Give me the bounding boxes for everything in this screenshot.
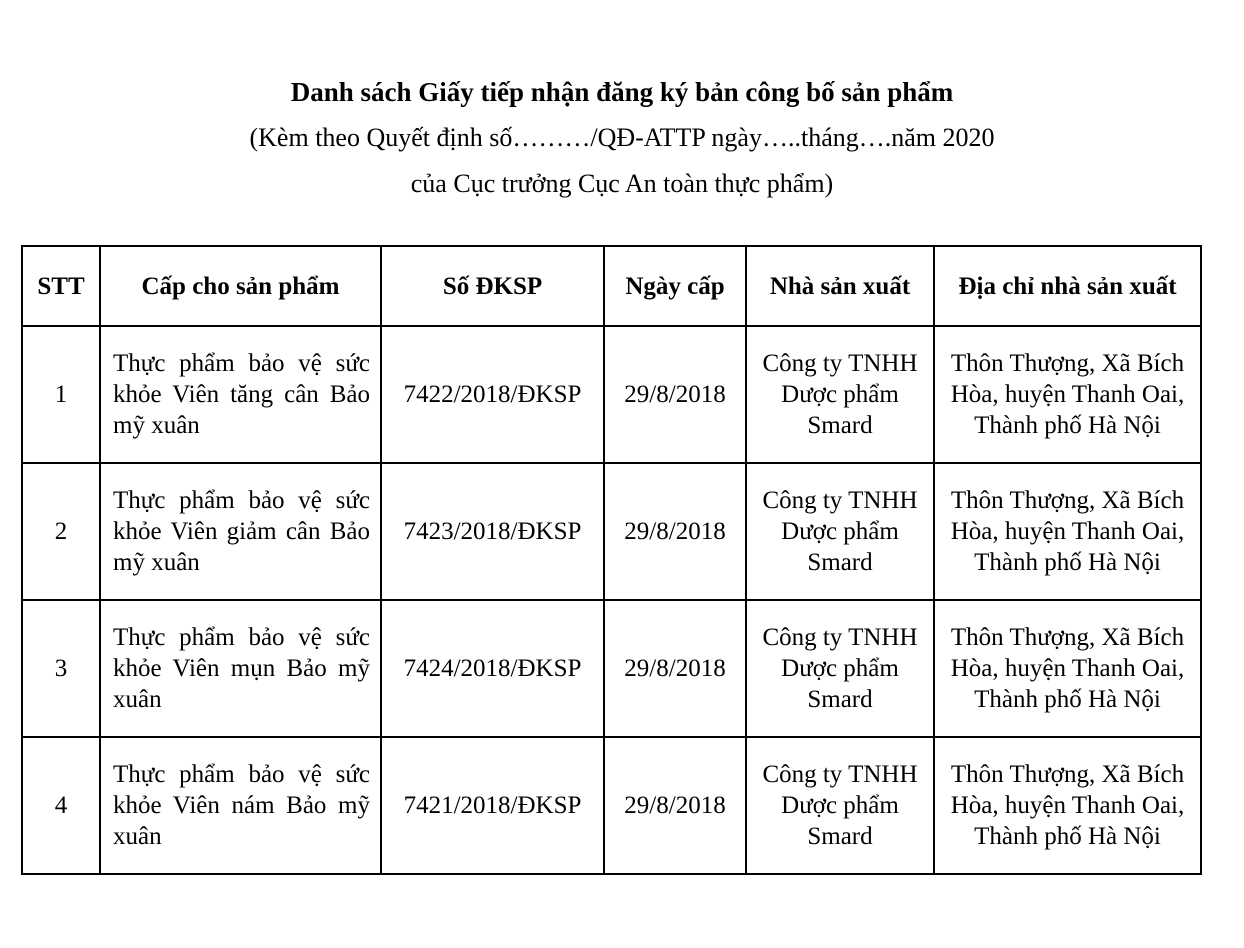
header-stt: STT xyxy=(22,246,100,326)
cell-date: 29/8/2018 xyxy=(604,737,746,874)
cell-address: Thôn Thượng, Xã Bích Hòa, huyện Thanh Oai, Thành phố Hà Nội xyxy=(934,737,1201,874)
cell-product: Thực phẩm bảo vệ sức khỏe Viên tăng cân Bảo mỹ xuân xyxy=(100,326,381,463)
cell-maker: Công ty TNHH Dược phẩm Smard xyxy=(746,737,934,874)
cell-maker: Công ty TNHH Dược phẩm Smard xyxy=(746,326,934,463)
cell-product: Thực phẩm bảo vệ sức khỏe Viên mụn Bảo mỹ xuân xyxy=(100,600,381,737)
document-subtitle-line2: của Cục trưởng Cục An toàn thực phẩm) xyxy=(410,169,834,198)
header-date: Ngày cấp xyxy=(604,246,746,326)
header-maker: Nhà sản xuất xyxy=(746,246,934,326)
table-row xyxy=(22,737,1201,874)
cell-maker: Công ty TNHH Dược phẩm Smard xyxy=(746,463,934,600)
cell-reg-no: 7421/2018/ĐKSP xyxy=(381,737,604,874)
document-subtitle-line1: (Kèm theo Quyết định số………/QĐ-ATTP ngày…..tháng….năm 2020 xyxy=(249,123,995,152)
cell-date: 29/8/2018 xyxy=(604,600,746,737)
cell-stt: 4 xyxy=(22,737,100,874)
header-address: Địa chỉ nhà sản xuất xyxy=(934,246,1201,326)
cell-reg-no: 7424/2018/ĐKSP xyxy=(381,600,604,737)
cell-product: Thực phẩm bảo vệ sức khỏe Viên nám Bảo mỹ xuân xyxy=(100,737,381,874)
cell-stt: 2 xyxy=(22,463,100,600)
cell-address: Thôn Thượng, Xã Bích Hòa, huyện Thanh Oai, Thành phố Hà Nội xyxy=(934,600,1201,737)
table-row xyxy=(22,326,1201,463)
table-header-row xyxy=(22,246,1201,326)
cell-product: Thực phẩm bảo vệ sức khỏe Viên giảm cân Bảo mỹ xuân xyxy=(100,463,381,600)
cell-maker: Công ty TNHH Dược phẩm Smard xyxy=(746,600,934,737)
registration-table xyxy=(21,245,1202,875)
cell-date: 29/8/2018 xyxy=(604,463,746,600)
cell-stt: 3 xyxy=(22,600,100,737)
cell-address: Thôn Thượng, Xã Bích Hòa, huyện Thanh Oai, Thành phố Hà Nội xyxy=(934,326,1201,463)
cell-reg-no: 7423/2018/ĐKSP xyxy=(381,463,604,600)
header-reg-no: Số ĐKSP xyxy=(381,246,604,326)
cell-address: Thôn Thượng, Xã Bích Hòa, huyện Thanh Oai, Thành phố Hà Nội xyxy=(934,463,1201,600)
cell-stt: 1 xyxy=(22,326,100,463)
table-row xyxy=(22,600,1201,737)
cell-date: 29/8/2018 xyxy=(604,326,746,463)
cell-reg-no: 7422/2018/ĐKSP xyxy=(381,326,604,463)
table-row xyxy=(22,463,1201,600)
header-product: Cấp cho sản phẩm xyxy=(100,246,381,326)
document-title: Danh sách Giấy tiếp nhận đăng ký bản công bố sản phẩm xyxy=(290,77,954,107)
